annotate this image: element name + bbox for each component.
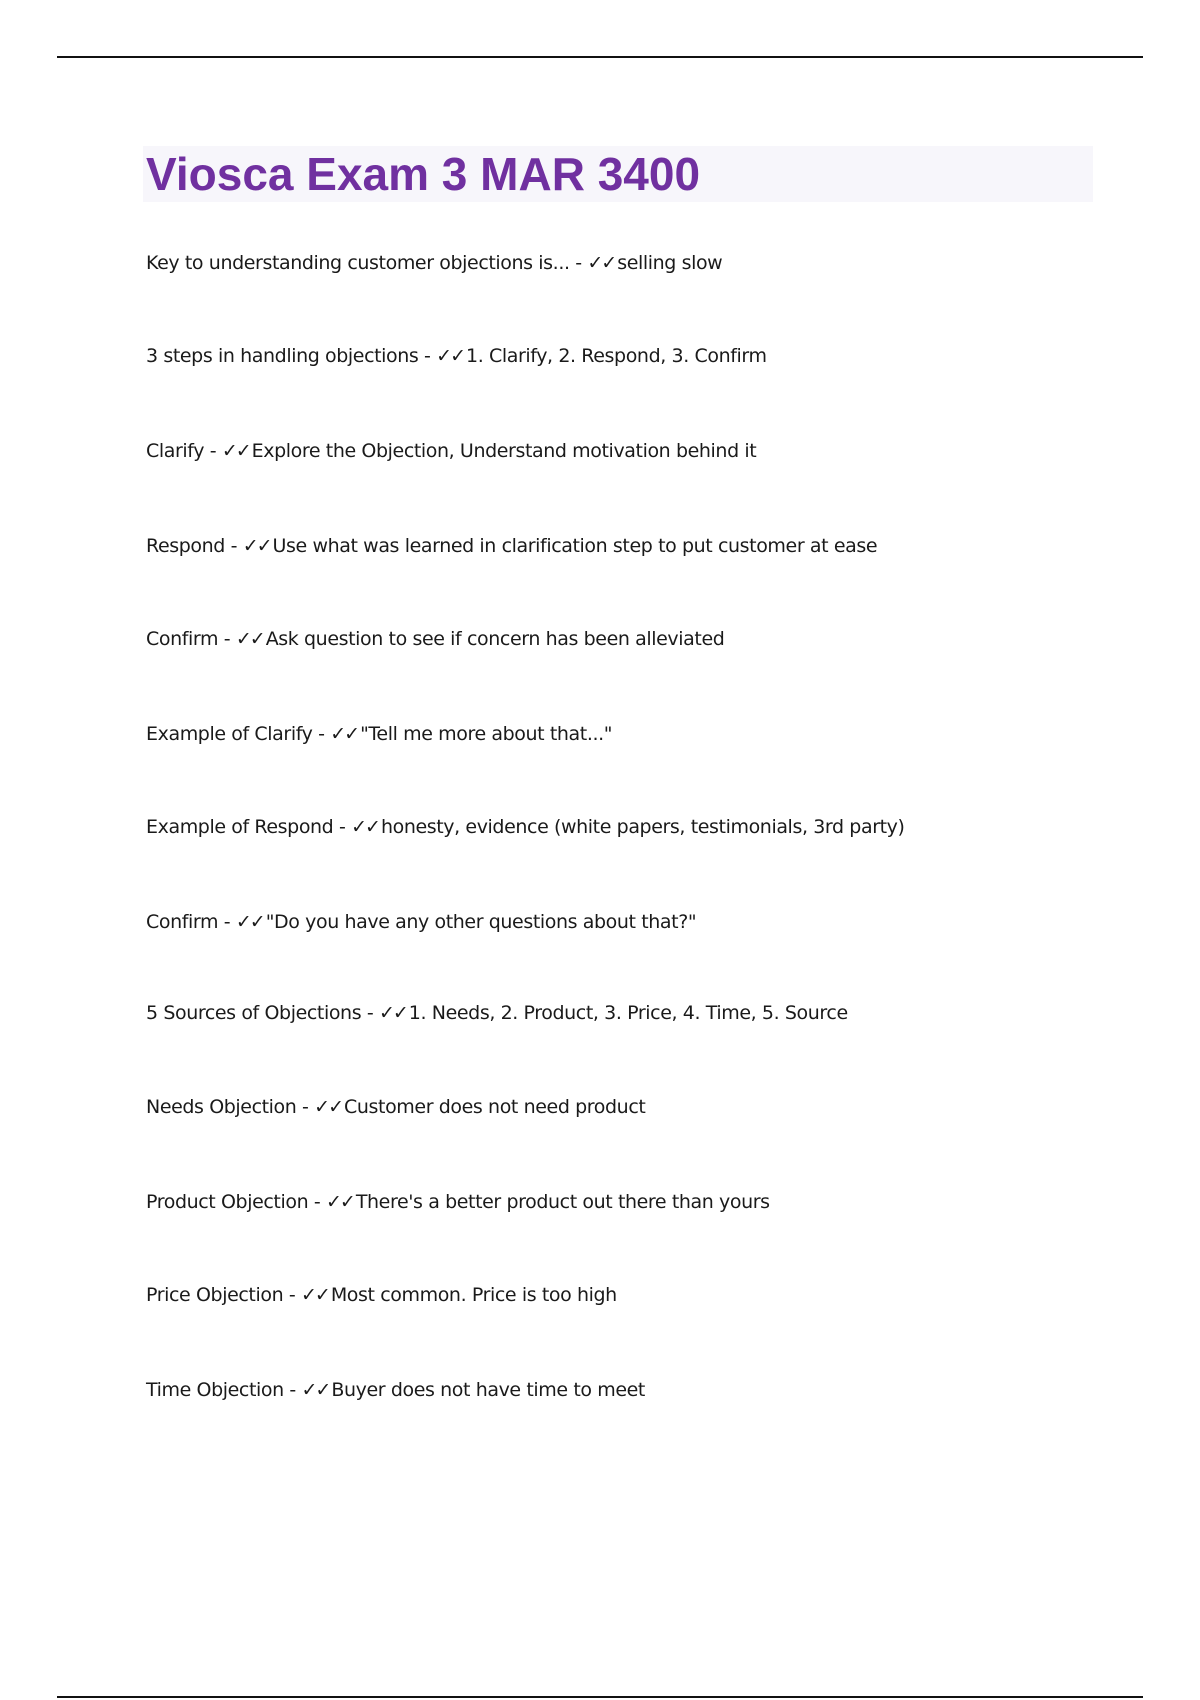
qa-item [146, 251, 722, 275]
qa-term: Key to understanding customer objections is... [146, 252, 570, 274]
qa-answer: 1. Clarify, 2. Respond, 3. Confirm [466, 345, 767, 367]
double-check-icon: ✓✓ [436, 345, 465, 367]
qa-separator: - [218, 911, 236, 933]
qa-separator: - [283, 1379, 302, 1401]
qa-answer: Most common. Price is too high [330, 1284, 617, 1306]
qa-separator: - [333, 816, 352, 838]
bottom-rule [57, 1696, 1143, 1698]
qa-term: Example of Clarify [146, 723, 313, 745]
qa-item [146, 1283, 617, 1307]
qa-term: Product Objection [146, 1191, 309, 1213]
qa-separator: - [218, 628, 236, 650]
document-title: Viosca Exam 3 MAR 3400 [146, 148, 701, 200]
qa-term: Time Objection [146, 1379, 284, 1401]
qa-separator: - [418, 345, 437, 367]
qa-term: Clarify [146, 440, 205, 462]
qa-item [146, 1378, 645, 1402]
double-check-icon: ✓✓ [378, 1002, 407, 1024]
qa-answer: Buyer does not have time to meet [331, 1379, 645, 1401]
qa-separator: - [308, 1191, 326, 1213]
double-check-icon: ✓✓ [242, 535, 271, 557]
qa-term: Price Objection [146, 1284, 284, 1306]
qa-term: Confirm [146, 628, 219, 650]
qa-term: 5 Sources of Objections [146, 1002, 362, 1024]
qa-answer: Use what was learned in clarification step to put customer at ease [272, 535, 878, 557]
qa-item [146, 910, 696, 934]
qa-item [146, 1095, 645, 1119]
double-check-icon: ✓✓ [330, 723, 359, 745]
qa-item [146, 534, 877, 558]
qa-answer: "Tell me more about that..." [360, 723, 613, 745]
double-check-icon: ✓✓ [351, 816, 379, 838]
double-check-icon: ✓✓ [301, 1379, 330, 1401]
double-check-icon: ✓✓ [300, 1284, 329, 1306]
qa-separator: - [361, 1002, 379, 1024]
qa-item [146, 1001, 848, 1025]
qa-item [146, 722, 612, 746]
qa-item [146, 439, 756, 463]
qa-answer: Ask question to see if concern has been alleviated [265, 628, 725, 650]
double-check-icon: ✓✓ [325, 1191, 354, 1213]
double-check-icon: ✓✓ [221, 440, 250, 462]
qa-term: Confirm [146, 911, 219, 933]
qa-separator: - [283, 1284, 301, 1306]
qa-answer: honesty, evidence (white papers, testimonials, 3rd party) [380, 816, 905, 838]
qa-separator: - [296, 1096, 315, 1118]
qa-item [146, 1190, 770, 1214]
qa-answer: Customer does not need product [344, 1096, 646, 1118]
qa-item [146, 344, 767, 368]
double-check-icon: ✓✓ [235, 628, 264, 650]
qa-answer: 1. Needs, 2. Product, 3. Price, 4. Time, 5. Source [408, 1002, 848, 1024]
top-rule [57, 56, 1143, 58]
qa-separator: - [312, 723, 331, 745]
qa-term: Respond [146, 535, 225, 557]
qa-answer: selling slow [617, 252, 723, 274]
qa-answer: There's a better product out there than yours [355, 1191, 770, 1213]
qa-item [146, 627, 724, 651]
qa-answer: "Do you have any other questions about that?" [265, 911, 697, 933]
double-check-icon: ✓✓ [587, 252, 616, 274]
qa-answer: Explore the Objection, Understand motivation behind it [251, 440, 757, 462]
qa-term: Example of Respond [146, 816, 334, 838]
qa-separator: - [569, 252, 588, 274]
double-check-icon: ✓✓ [235, 911, 264, 933]
qa-separator: - [204, 440, 222, 462]
qa-item [146, 815, 905, 839]
qa-term: Needs Objection [146, 1096, 297, 1118]
double-check-icon: ✓✓ [314, 1096, 343, 1118]
qa-term: 3 steps in handling objections [146, 345, 419, 367]
qa-separator: - [224, 535, 243, 557]
